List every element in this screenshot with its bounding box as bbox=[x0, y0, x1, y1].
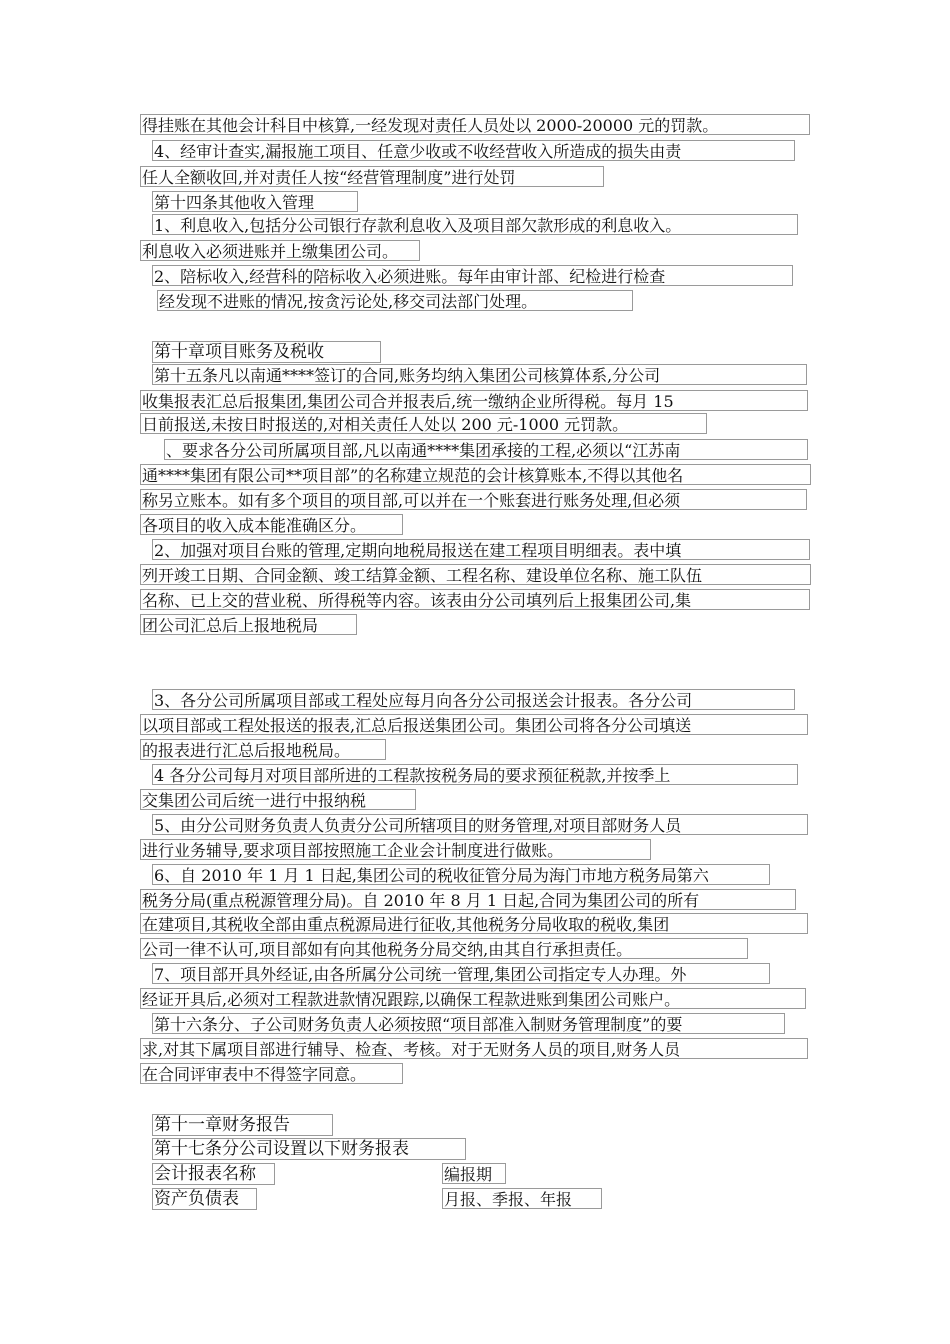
text-line: 2、加强对项目台账的管理,定期向地税局报送在建工程项目明细表。表中填 bbox=[152, 539, 810, 560]
text-line: 4 各分公司每月对项目部所进的工程款按税务局的要求预征税款,并按季上 bbox=[152, 764, 798, 785]
text-line: 经证开具后,必须对工程款进款情况跟踪,以确保工程款进账到集团公司账户。 bbox=[140, 988, 806, 1009]
text-line: 团公司汇总后上报地税局 bbox=[140, 614, 357, 635]
text-line: 通****集团有限公司**项目部”的名称建立规范的会计核算账本,不得以其他名 bbox=[140, 464, 811, 485]
text-line: 4、经审计查实,漏报施工项目、任意少收或不收经营收入所造成的损失由责 bbox=[152, 140, 795, 161]
text-line: 得挂账在其他会计科目中核算,一经发现对责任人员处以 2000-20000 元的罚款。 bbox=[140, 114, 810, 135]
table-header-cell: 会计报表名称 bbox=[152, 1163, 275, 1185]
text-line: 经发现不进账的情况,按贪污论处,移交司法部门处理。 bbox=[157, 290, 633, 311]
table-cell: 资产负债表 bbox=[152, 1188, 257, 1210]
text-line: 在合同评审表中不得签字同意。 bbox=[140, 1063, 403, 1084]
text-line: 利息收入必须进账并上缴集团公司。 bbox=[140, 240, 420, 261]
text-line: 任人全额收回,并对责任人按“经营管理制度”进行处罚 bbox=[140, 166, 604, 187]
text-line: 求,对其下属项目部进行辅导、检查、考核。对于无财务人员的项目,财务人员 bbox=[140, 1038, 808, 1059]
text-line: 称另立账本。如有多个项目的项目部,可以并在一个账套进行账务处理,但必须 bbox=[140, 489, 807, 510]
section-heading: 第十七条分公司设置以下财务报表 bbox=[152, 1138, 466, 1160]
text-line: 各项目的收入成本能准确区分。 bbox=[140, 514, 403, 535]
text-line: 的报表进行汇总后报地税局。 bbox=[140, 739, 386, 760]
text-line: 在建项目,其税收全部由重点税源局进行征收,其他税务分局收取的税收,集团 bbox=[140, 913, 808, 934]
text-line: 、要求各分公司所属项目部,凡以南通****集团承接的工程,必须以“江苏南 bbox=[164, 439, 808, 460]
text-line: 6、自 2010 年 1 月 1 日起,集团公司的税收征管分局为海门市地方税务局第六 bbox=[152, 864, 770, 885]
chapter-heading: 第十章项目账务及税收 bbox=[152, 341, 381, 363]
text-line: 5、由分公司财务负责人负责分公司所辖项目的财务管理,对项目部财务人员 bbox=[152, 814, 808, 835]
text-line: 公司一律不认可,项目部如有向其他税务分局交纳,由其自行承担责任。 bbox=[140, 938, 748, 959]
text-line: 3、各分公司所属项目部或工程处应每月向各分公司报送会计报表。各分公司 bbox=[152, 689, 795, 710]
section-heading: 第十四条其他收入管理 bbox=[152, 191, 358, 212]
text-line: 第十五条凡以南通****签订的合同,账务均纳入集团公司核算体系,分公司 bbox=[152, 364, 807, 385]
text-line: 1、利息收入,包括分公司银行存款利息收入及项目部欠款形成的利息收入。 bbox=[152, 214, 798, 235]
table-header-cell: 编报期 bbox=[442, 1163, 506, 1184]
text-line: 进行业务辅导,要求项目部按照施工企业会计制度进行做账。 bbox=[140, 839, 651, 860]
text-line: 列开竣工日期、合同金额、竣工结算金额、工程名称、建设单位名称、施工队伍 bbox=[140, 564, 811, 585]
table-cell: 月报、季报、年报 bbox=[442, 1188, 602, 1209]
text-line: 日前报送,未按日时报送的,对相关责任人处以 200 元-1000 元罚款。 bbox=[140, 413, 707, 434]
text-line: 2、陪标收入,经营科的陪标收入必须进账。每年由审计部、纪检进行检查 bbox=[152, 265, 793, 286]
text-line: 名称、已上交的营业税、所得税等内容。该表由分公司填列后上报集团公司,集 bbox=[140, 589, 810, 610]
text-line: 税务分局(重点税源管理分局)。自 2010 年 8 月 1 日起,合同为集团公司的所有 bbox=[140, 889, 796, 910]
chapter-heading: 第十一章财务报告 bbox=[152, 1114, 333, 1136]
text-line: 以项目部或工程处报送的报表,汇总后报送集团公司。集团公司将各分公司填送 bbox=[140, 714, 808, 735]
text-line: 交集团公司后统一进行中报纳税 bbox=[140, 789, 416, 810]
text-line: 收集报表汇总后报集团,集团公司合并报表后,统一缴纳企业所得税。每月 15 bbox=[140, 390, 808, 411]
text-line: 第十六条分、子公司财务负责人必须按照“项目部准入制财务管理制度”的要 bbox=[152, 1013, 785, 1034]
text-line: 7、项目部开具外经证,由各所属分公司统一管理,集团公司指定专人办理。外 bbox=[152, 963, 770, 984]
